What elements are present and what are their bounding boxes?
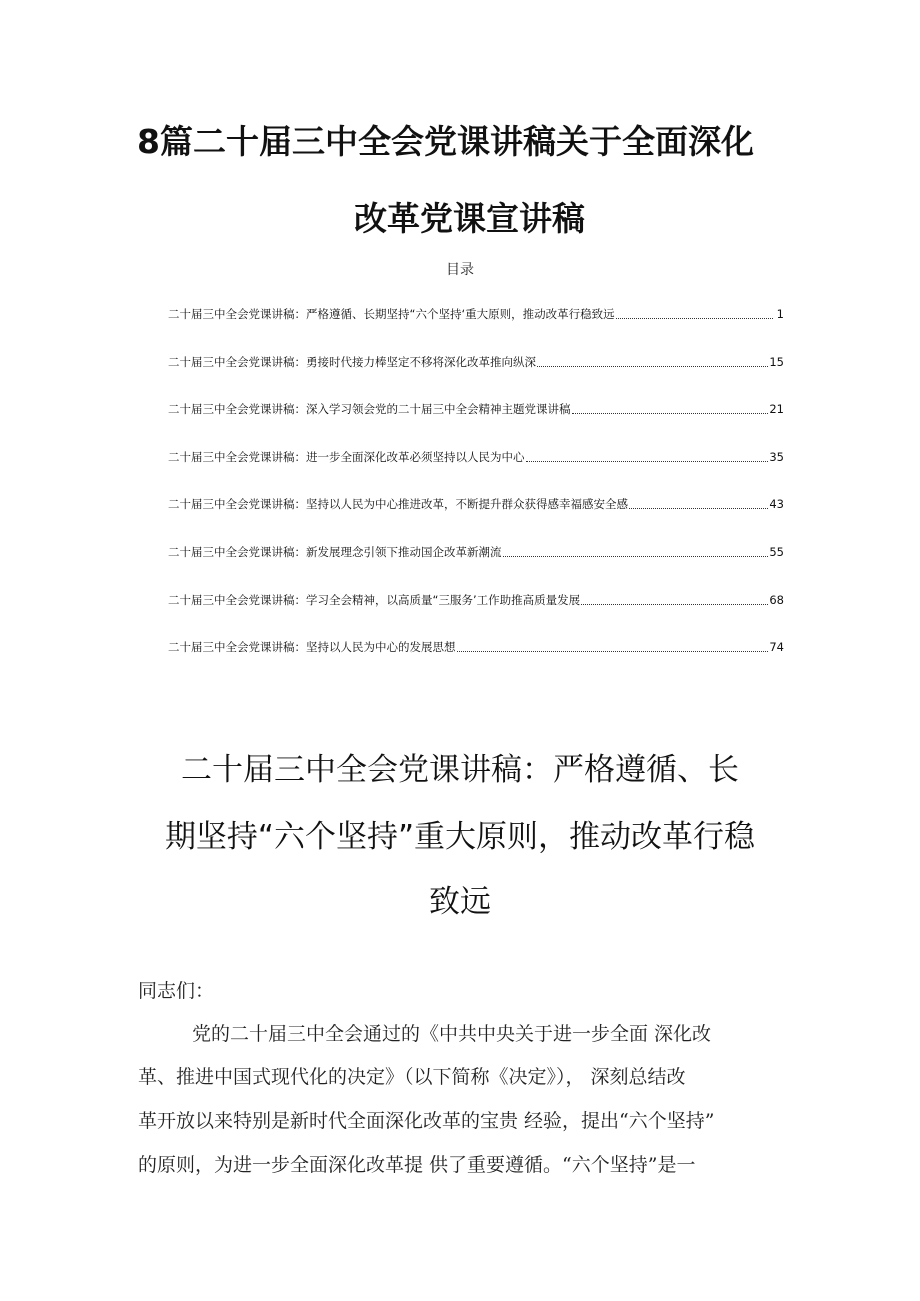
toc-entry[interactable] — [168, 449, 784, 497]
toc-entry-text: 二十届三中全会党课讲稿：学习全会精神，以高质量“三服务’工作助推高质量发展 — [168, 592, 581, 607]
toc-entry-page: 55 — [769, 544, 784, 559]
toc-entry-page: 43 — [769, 497, 784, 512]
toc-entry-text: 二十届三中全会党课讲稿：进一步全面深化改革必须坚持以人民为中心 — [168, 449, 525, 464]
toc-entry[interactable] — [168, 496, 784, 544]
body-text-line-3: 革开放以来特别是新时代全面深化改革的宝贵 经验，提出“六个坚持” — [138, 1110, 715, 1132]
section-title-line-3: 致远 — [429, 884, 491, 920]
toc-entry[interactable] — [168, 354, 784, 402]
toc-dot-leader — [572, 401, 769, 414]
toc-dot-leader — [503, 544, 769, 557]
toc-entry-text: 二十届三中全会党课讲稿：坚持以人民为中心推进改革，不断提升群众获得感幸福感安全感 — [168, 497, 628, 512]
toc-dot-leader — [537, 354, 768, 367]
toc-entry-text: 二十届三中全会党课讲稿：新发展理念引领下推动国企改革新潮流 — [168, 544, 502, 559]
document-title-line-2: 改革党课宣讲稿 — [354, 199, 585, 238]
section-title-line-2: 期坚持“六个坚持”重大原则，推动改革行稳 — [164, 819, 756, 855]
toc-entry[interactable] — [168, 306, 784, 354]
toc-entry-page: 74 — [769, 640, 784, 655]
toc-entry-page: 15 — [769, 354, 784, 369]
body-text-line-4: 的原则，为进一步全面深化改革提 供了重要遵循。“六个坚持”是一 — [138, 1154, 696, 1176]
toc-entry-page: 35 — [769, 449, 784, 464]
table-of-contents — [168, 306, 784, 687]
toc-entry[interactable] — [168, 639, 784, 687]
salutation: 同志们： — [138, 980, 215, 1002]
toc-dot-leader — [581, 592, 768, 605]
toc-dot-leader — [526, 449, 769, 462]
toc-dot-leader — [616, 306, 773, 319]
toc-heading: 目录 — [446, 262, 474, 278]
toc-entry-page: 68 — [769, 592, 784, 607]
toc-dot-leader — [457, 639, 769, 652]
toc-entry-text: 二十届三中全会党课讲稿：勇接时代接力棒坚定不移将深化改革推向纵深 — [168, 354, 536, 369]
toc-entry[interactable] — [168, 592, 784, 640]
toc-entry[interactable] — [168, 544, 784, 592]
document-title-line-1: 8篇二十届三中全会党课讲稿关于全面深化 — [137, 122, 754, 161]
toc-entry-text: 二十届三中全会党课讲稿：坚持以人民为中心的发展思想 — [168, 640, 456, 655]
toc-dot-leader — [629, 496, 768, 509]
body-text-line-2: 革、推进中国式现代化的决定》（以下简称《决定》）， 深刻总结改 — [138, 1066, 686, 1088]
toc-entry-page: 21 — [769, 402, 784, 417]
section-title-line-1: 二十届三中全会党课讲稿：严格遵循、长 — [181, 752, 739, 788]
toc-entry[interactable] — [168, 401, 784, 449]
toc-entry-text: 二十届三中全会党课讲稿：严格遵循、长期坚持“六个坚持‘重大原则，推动改革行稳致远 — [168, 307, 615, 321]
toc-entry-text: 二十届三中全会党课讲稿：深入学习领会党的二十届三中全会精神主题党课讲稿 — [168, 402, 571, 417]
body-text-line-1: 党的二十届三中全会通过的《中共中央关于进一步全面 深化改 — [192, 1023, 712, 1045]
toc-entry-page: 1 — [776, 307, 784, 321]
